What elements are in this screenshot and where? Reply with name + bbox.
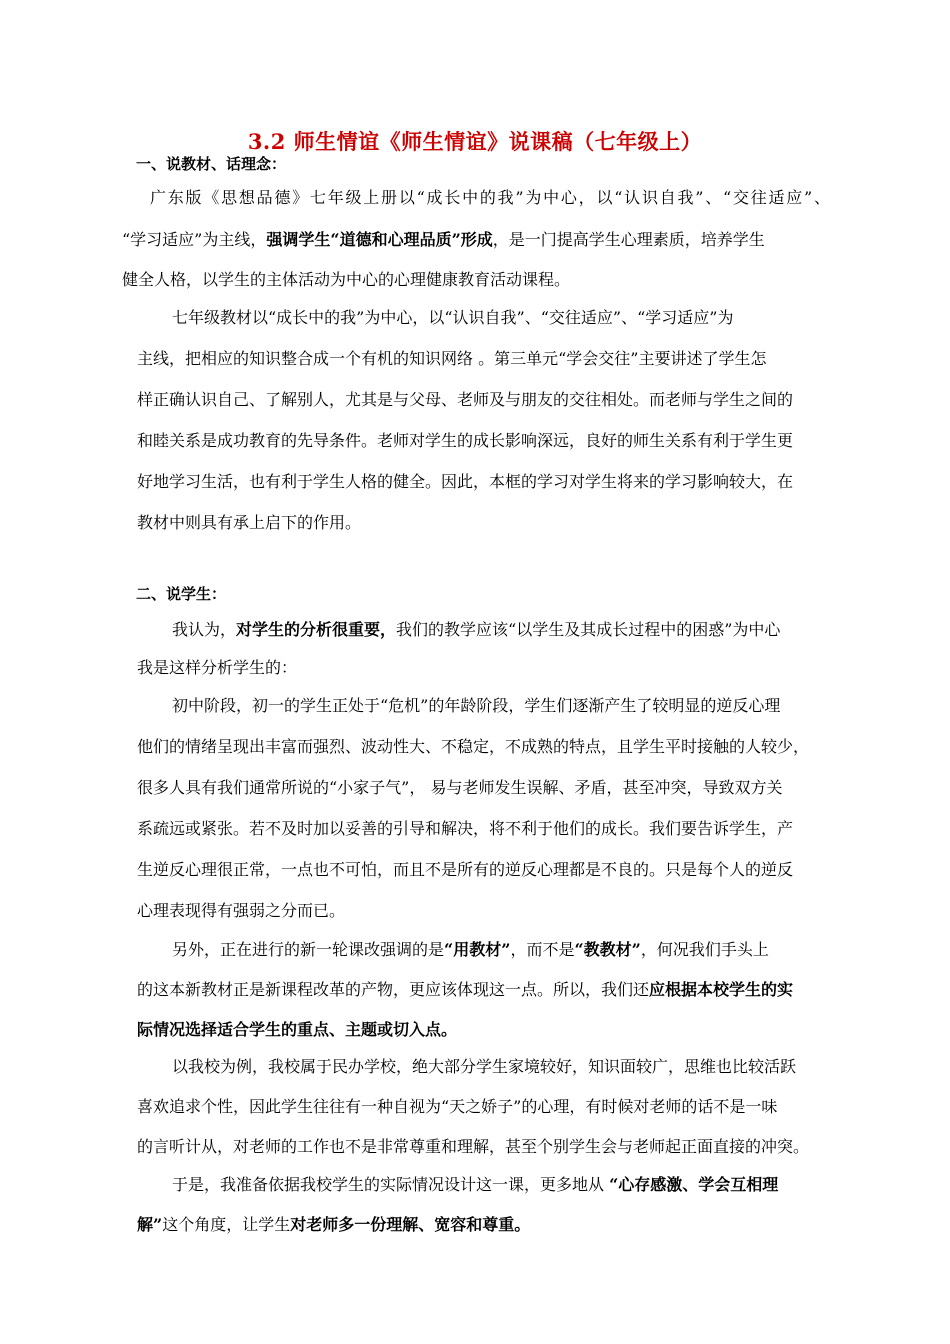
paragraph-line: 很多人具有我们通常所说的“小家子气”， 易与老师发生误解、矛盾，甚至冲突，导致双方关 (137, 778, 783, 797)
paragraph-line: 喜欢追求个性，因此学生往往有一种自视为“天之娇子”的心理，有时候对老师的话不是一味 (137, 1097, 778, 1116)
emphasis-text: 解” (137, 1215, 163, 1234)
paragraph-line: 系疏远或紧张。若不及时加以妥善的引导和解决，将不利于他们的成长。我们要告诉学生，产 (137, 819, 794, 838)
paragraph-line: 初中阶段，初一的学生正处于“危机”的年龄阶段，学生们逐渐产生了较明显的逆反心理 (172, 696, 781, 715)
paragraph-line: 样正确认识自己、了解别人，尤其是与父母、老师及与朋友的交往相处。而老师与学生之间的 (137, 390, 794, 409)
emphasis-text: 对学生的分析很重要， (236, 620, 397, 639)
paragraph-line: 的言听计从，对老师的工作也不是非常尊重和理解，甚至个别学生会与老师起正面直接的冲突。 (137, 1137, 810, 1156)
paragraph-line: “学习适应”为主线，强调学生“道德和心理品质”形成，是一门提高学生心理素质，培养学生 (122, 230, 765, 249)
emphasis-text: “教教材” (574, 940, 641, 959)
paragraph-line: 以我校为例，我校属于民办学校，绝大部分学生家境较好，知识面较广，思维也比较活跃 (172, 1057, 797, 1076)
paragraph-line: 教材中则具有承上启下的作用。 (137, 513, 362, 532)
paragraph-line: 我是这样分析学生的： (137, 658, 298, 677)
paragraph-line: 解”这个角度，让学生对老师多一份理解、宽容和尊重。 (137, 1215, 531, 1234)
paragraph-line: 另外，正在进行的新一轮课改强调的是“用教材”，而不是“教教材”，何况我们手头上 (172, 940, 769, 959)
paragraph-line: 我认为，对学生的分析很重要，我们的教学应该“以学生及其成长过程中的困惑”为中心 (172, 620, 781, 639)
section-heading-students: 二、说学生： (136, 585, 227, 603)
section-heading-textbook: 一、说教材、话理念： (136, 155, 287, 173)
paragraph-line: 于是，我准备依据我校学生的实际情况设计这一课，更多地从 “心存感激、学会互相理 (172, 1175, 779, 1194)
paragraph-line: 和睦关系是成功教育的先导条件。老师对学生的成长影响深远，良好的师生关系有利于学生更 (137, 431, 794, 450)
emphasis-text: “心存感激、学会互相理 (609, 1175, 779, 1194)
emphasis-text: 际情况选择适合学生的重点、主题或切入点。 (137, 1020, 458, 1039)
paragraph-line: 的这本新教材正是新课程改革的产物，更应该体现这一点。所以，我们还应根据本校学生的实 (137, 980, 794, 999)
paragraph-line: 广东版《思想品德》七年级上册以“成长中的我”为中心，以“认识自我”、“交往适应”、 (150, 188, 830, 207)
paragraph-line: 生逆反心理很正常，一点也不可怕，而且不是所有的逆反心理都是不良的。只是每个人的逆反 (137, 860, 794, 879)
emphasis-text: 应根据本校学生的实 (649, 980, 794, 999)
paragraph-line: 好地学习生活，也有利于学生人格的健全。因此，本框的学习对学生将来的学习影响较大，在 (137, 472, 794, 491)
paragraph-line: 心理表现得有强弱之分而已。 (137, 901, 346, 920)
paragraph-line: 他们的情绪呈现出丰富而强烈、波动性大、不稳定，不成熟的特点，且学生平时接触的人较少， (137, 737, 810, 756)
emphasis-text: “用教材” (444, 940, 511, 959)
paragraph-line (137, 1020, 457, 1040)
document-title: 3.2 师生情谊《师生情谊》说课稿（七年级上） (247, 129, 703, 154)
paragraph-line: 健全人格，以学生的主体活动为中心的心理健康教育活动课程。 (122, 270, 571, 289)
paragraph-line: 七年级教材以“成长中的我”为中心，以“认识自我”、“交往适应”、“学习适应”为 (172, 308, 734, 327)
emphasis-text: 强调学生“道德和心理品质”形成 (266, 230, 493, 249)
paragraph-line: 主线，把相应的知识整合成一个有机的知识网络 。第三单元“学会交往”主要讲述了学生怎 (137, 349, 767, 368)
emphasis-text: 对老师多一份理解、宽容和尊重。 (290, 1215, 531, 1234)
